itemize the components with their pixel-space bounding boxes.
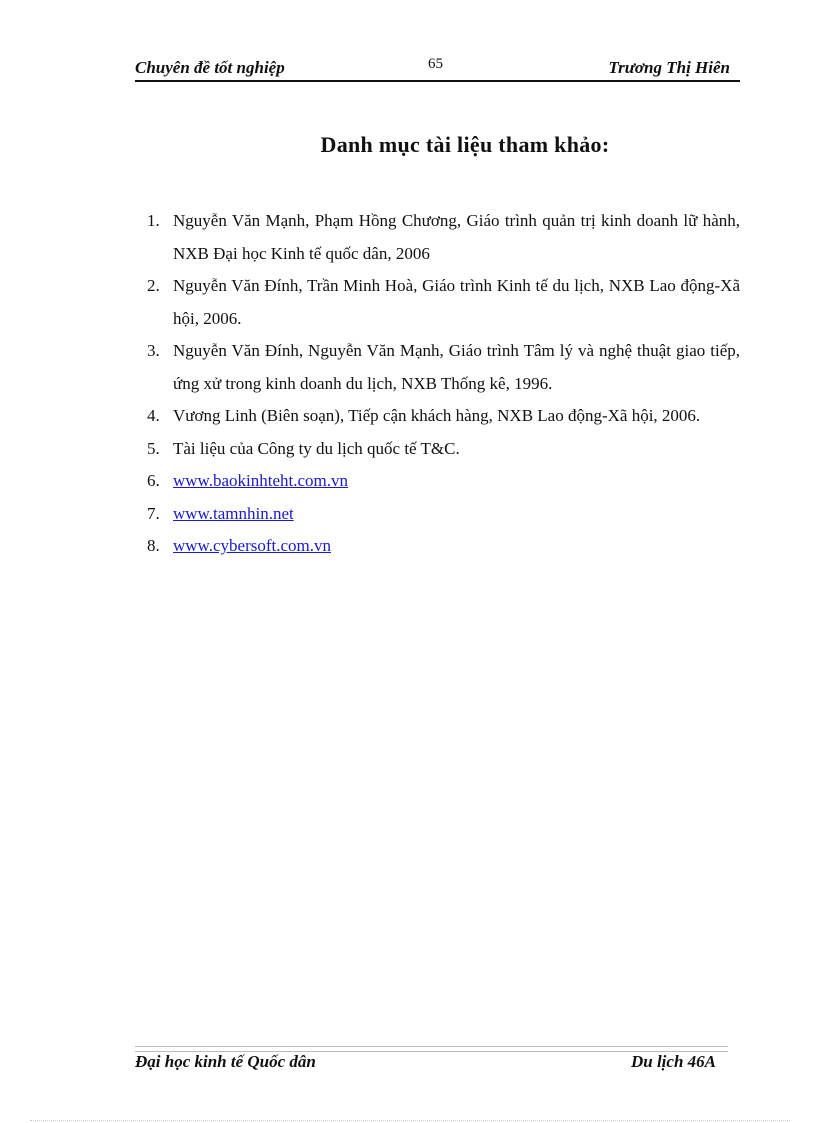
reference-text: Vương Linh (Biên soạn), Tiếp cận khách hàng, NXB Lao động-Xã hội, 2006. bbox=[173, 406, 701, 425]
reference-number: 3. bbox=[147, 341, 160, 360]
reference-link-cybersoft[interactable]: www.cybersoft.com.vn bbox=[173, 536, 331, 555]
reference-text: Nguyễn Văn Mạnh, Phạm Hồng Chương, Giáo trình quản trị kinh doanh lữ hành, NXB Đại học Kinh tế quốc dân, 2006 bbox=[173, 211, 740, 263]
reference-number: 4. bbox=[147, 406, 160, 425]
reference-text: Nguyễn Văn Đính, Nguyễn Văn Mạnh, Giáo trình Tâm lý và nghệ thuật giao tiếp, ứng xử trong kinh doanh du lịch, NXB Thống kê, 1996. bbox=[173, 341, 740, 393]
header-left: Chuyên đề tốt nghiệp bbox=[135, 58, 285, 77]
reference-link-tamnhin[interactable]: www.tamnhin.net bbox=[173, 503, 294, 523]
reference-item-2 bbox=[135, 270, 740, 335]
footer-right: Du lịch 46A bbox=[630, 1052, 716, 1071]
reference-list bbox=[135, 205, 740, 563]
page-title: Danh mục tài liệu tham khảo: bbox=[320, 132, 610, 157]
reference-text: Nguyễn Văn Đính, Trần Minh Hoà, Giáo trình Kinh tế du lịch, NXB Lao động-Xã hội, 2006. bbox=[173, 276, 740, 328]
reference-link-baokinhteht[interactable]: www.baokinhteht.com.vn bbox=[173, 471, 349, 490]
header-rule bbox=[135, 80, 740, 82]
footer-left: Đại học kinh tế Quốc dân bbox=[135, 1052, 316, 1071]
reference-item-3 bbox=[135, 335, 740, 400]
reference-number: 7. bbox=[147, 503, 160, 523]
reference-number: 5. bbox=[147, 438, 160, 458]
header-right: Trương Thị Hiên bbox=[608, 58, 730, 77]
reference-number: 6. bbox=[147, 471, 160, 490]
reference-item-7 bbox=[135, 498, 740, 531]
reference-item-5 bbox=[135, 433, 740, 466]
reference-number: 8. bbox=[147, 536, 160, 555]
page-number: 65 bbox=[428, 56, 443, 72]
reference-number: 1. bbox=[147, 211, 160, 230]
reference-item-1 bbox=[135, 205, 740, 270]
page-edge bbox=[30, 1120, 790, 1121]
reference-text: Tài liệu của Công ty du lịch quốc tế T&C. bbox=[173, 438, 460, 458]
reference-item-4 bbox=[135, 400, 740, 433]
reference-item-8 bbox=[135, 530, 740, 563]
reference-number: 2. bbox=[147, 276, 160, 295]
reference-item-6 bbox=[135, 465, 740, 498]
